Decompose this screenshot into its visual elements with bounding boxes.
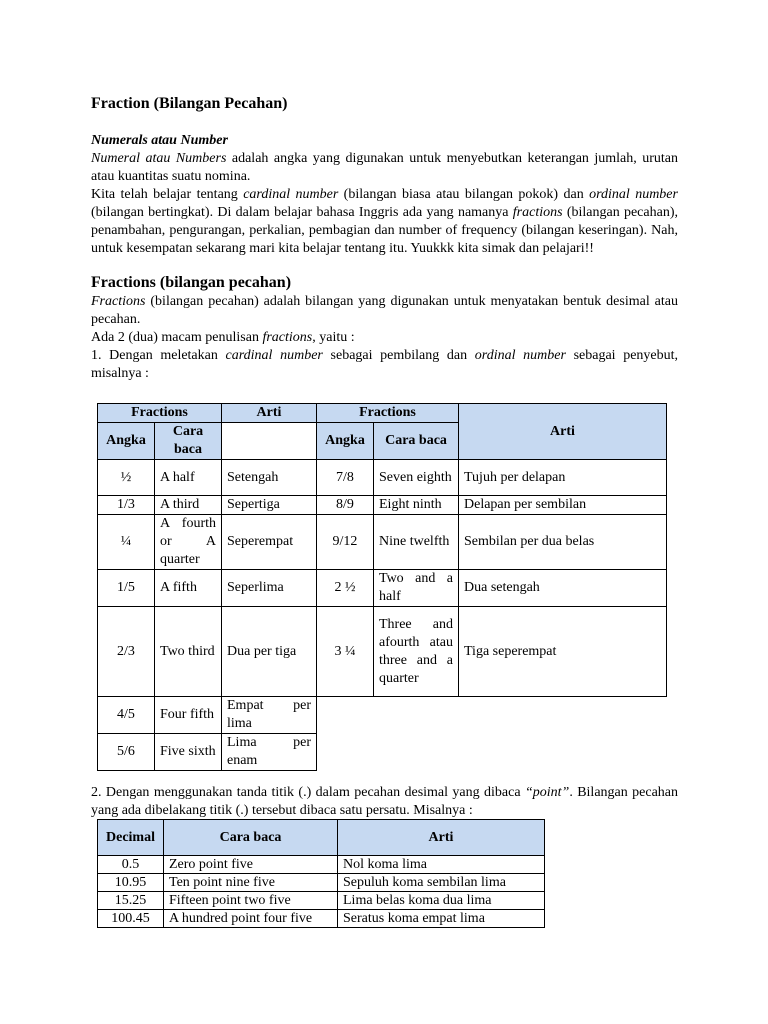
table-row: ¼ A fourth or A quarter Seperempat 9/12 Nine twelfth Sembilan per dua belas [98, 515, 667, 570]
table-row: 5/6 Five sixth Lima per enam [98, 734, 667, 771]
decimal-table [97, 819, 545, 928]
table-row: 15.25 Fifteen point two five Lima belas koma dua lima [98, 892, 545, 910]
carabaca-header-left: Cara baca [155, 423, 222, 460]
table-row: ½ A half Setengah 7/8 Seven eighth Tujuh per delapan [98, 460, 667, 496]
fractions-heading: Fractions (bilangan pecahan) [91, 274, 292, 291]
angka-header-right: Angka [317, 423, 374, 460]
table-row: 100.45 A hundred point four five Seratus koma empat lima [98, 910, 545, 928]
arti-header-right: Arti [459, 404, 667, 460]
carabaca-header-right: Cara baca [374, 423, 459, 460]
fractions-table [97, 403, 667, 771]
arti-header-left: Arti [222, 404, 317, 423]
numerals-heading: Numerals atau Number [91, 133, 228, 148]
fractions-paragraph-1: Fractions (bilangan pecahan) adalah bilangan yang digunakan untuk menyatakan bentuk desimal atau pecahan. [91, 294, 678, 327]
angka-header-left: Angka [98, 423, 155, 460]
document-body [91, 94, 678, 383]
table-row: 1/3 A third Sepertiga 8/9 Eight ninth Delapan per sembilan [98, 496, 667, 515]
fractions-paragraph-2: Ada 2 (dua) macam penulisan fractions, yaitu : [91, 330, 355, 345]
fractions-header-right: Fractions [317, 404, 459, 423]
numerals-paragraph-1: Numeral atau Numbers adalah angka yang digunakan untuk menyebutkan keterangan jumlah, urutan atau kuantitas suatu nomina. [91, 151, 679, 184]
carabaca-header: Cara baca [164, 820, 338, 856]
table-row: 0.5 Zero point five Nol koma lima [98, 856, 545, 874]
fractions-paragraph-3: 1. Dengan meletakan cardinal number sebagai pembilang dan ordinal number sebagai penyebut, misalnya : [91, 348, 679, 381]
numerals-paragraph-2: Kita telah belajar tentang cardinal number (bilangan biasa atau bilangan pokok) dan ordinal number (bilangan bertingkat). Di dalam belajar bahasa Inggris ada yang namanya fractions (bilangan pecahan), penambahan, pengurangan, perkalian, pembagian dan number of frequency (bilangan keseringan). Nah, untuk kesempatan sekarang mari kita belajar tentang itu. Yuukkk kita simak dan pelajari!! [91, 187, 678, 256]
decimal-header: Decimal [98, 820, 164, 856]
table-row: 10.95 Ten point nine five Sepuluh koma sembilan lima [98, 874, 545, 892]
table-row: 4/5 Four fifth Empat per lima [98, 697, 667, 734]
arti-header: Arti [338, 820, 545, 856]
decimal-paragraph: 2. Dengan menggunakan tanda titik (.) dalam pecahan desimal yang dibaca “point”. Bilangan pecahan yang ada dibelakang titik (.) tersebut dibaca satu persatu. Misalnya : [91, 785, 678, 818]
page-title: Fraction (Bilangan Pecahan) [91, 95, 288, 112]
table-row: 2/3 Two third Dua per tiga 3 ¼ Three and afourth atau three and a quarter Tiga seperempat [98, 607, 667, 697]
table-row: 1/5 A fifth Seperlima 2 ½ Two and a half Dua setengah [98, 570, 667, 607]
fractions-header-left: Fractions [98, 404, 222, 423]
